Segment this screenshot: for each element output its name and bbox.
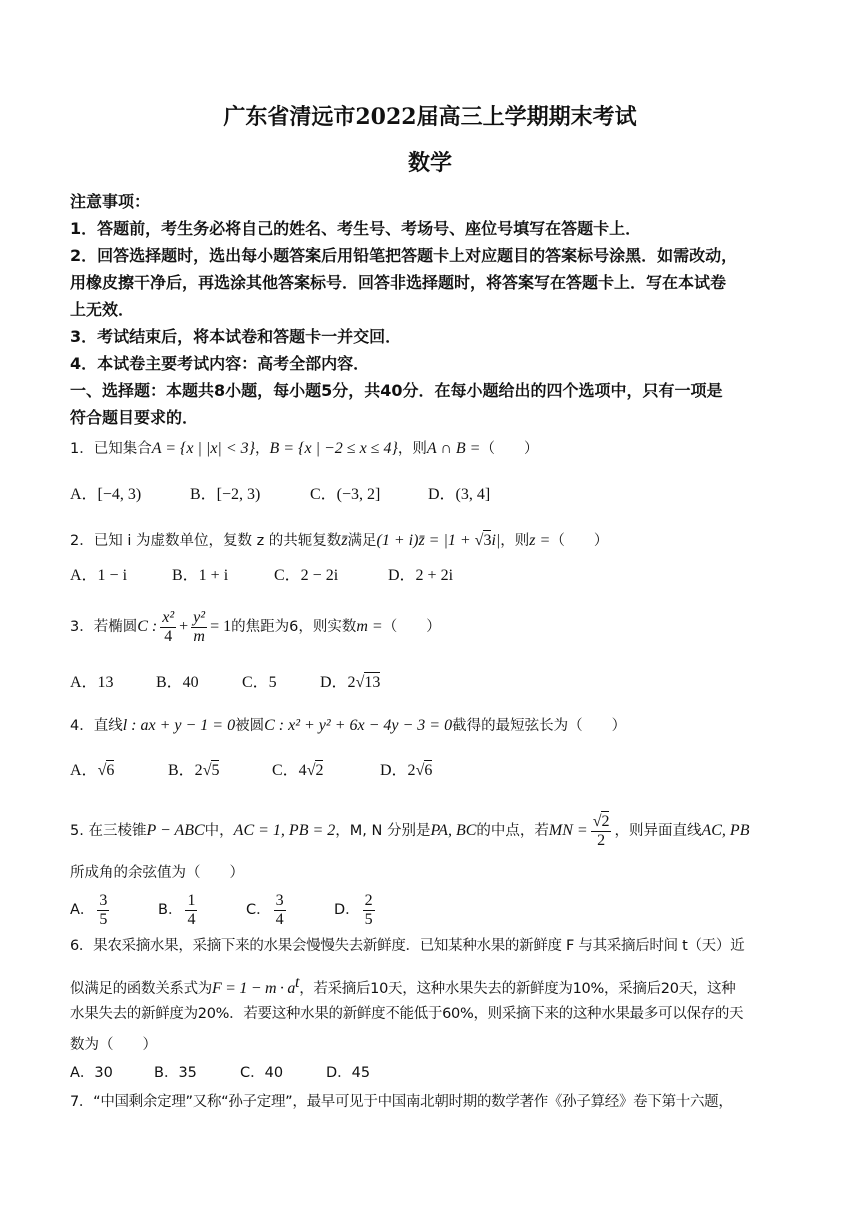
section1-line-1: 一、选择题：本题共8小题，每小题5分，共40分．在每小题给出的四个选项中，只有一项是 [70,381,723,400]
notice-item-4: 4．本试卷主要考试内容：高考全部内容． [70,354,370,373]
q5-frac: $\frac{√2}{2}$ [592,812,610,849]
q4-blank: （ ） [568,718,627,734]
q4-option-a: A．√6 [70,762,115,779]
q5-prefix: 5. 在三棱锥 [70,823,147,839]
q2-expr3: z = [529,532,551,549]
q5-mid4: ，则异面直线 [614,823,702,839]
q1-expr: A ∩ B = [426,440,481,457]
q5-mid2: ，M, N 分别是 [335,823,431,839]
q3-option-a: A．13 [70,674,114,691]
q4-mid2: 截得的最短弦长为 [452,718,569,734]
q7-line-1: 7．“中国剩余定理”又称“孙子定理”，最早可见于中国南北朝时期的数学著作《孙子算经》卷下第十六题， [70,1094,733,1110]
q5-mid3: 的中点，若 [476,823,549,839]
q4-option-c: C．4√2 [272,762,324,779]
q3-frac-y: $\frac{\text{y²}}{m}$ [193,608,206,645]
q1-set-b: B = {x | −2 ≤ x ≤ 4} [269,440,398,457]
q1-option-a: A．[−4, 3) [70,486,142,503]
q2-expr2: i| [491,532,501,549]
question-1 [70,438,795,460]
q1-option-b: B．[−2, 3) [190,486,261,503]
q3-option-c: C．5 [242,674,277,691]
q6-line-4: 数为（ ） [70,1037,157,1053]
q3-frac-x: $\frac{\text{x²}}{4}$ [162,608,175,645]
q2-expr1: (1 + i)z̄ = |1 + [376,532,475,549]
notice-item-1: 1．答题前，考生务必将自己的姓名、考生号、考场号、座位号填写在答题卡上． [70,219,642,238]
q4-option-d: D．2√6 [380,762,433,779]
q4-circle: C : x² + y² + 6x − 4y − 3 = 0 [264,717,453,734]
q3-option-d: D．2√13 [320,674,381,691]
q3-plus: + [179,618,189,635]
q3-option-b: B．40 [156,674,199,691]
q3-blank: （ ） [382,619,441,635]
q6-option-a: A．30 [70,1065,113,1081]
q5-option-d: D． $\frac{2}{5}$ [334,891,373,928]
q1-set-a: A = {x | |x| < 3} [151,440,256,457]
q5-lines: AC, PB [701,822,750,839]
q3-m: m = [356,618,383,635]
q3-mid: 的焦距为6，则实数 [231,619,357,635]
q1-prefix: 1．已知集合 [70,441,152,457]
q3-prefix: 3．若椭圆 [70,619,138,635]
q6-formula-exp: t [295,974,300,991]
q5-points: PA, BC [430,822,477,839]
q2-blank: （ ） [550,533,609,549]
notice-item-2-line-1: 2．回答选择题时，选出每小题答案后用铅笔把答题卡上对应题目的答案标号涂黑．如需改动， [70,246,738,265]
q5-option-a: A． $\frac{3}{5}$ [70,891,108,928]
q6-line-2: 似满足的函数关系式为$F = 1 - m \cdot a^t$，若采摘后10天，这种水果失去的新鲜度为10%，采摘后20天，这种 [70,974,736,997]
q2-option-d: D．2 + 2i [388,567,454,584]
q6-option-d: D．45 [326,1065,371,1081]
q5-tetra: P − ABC [146,822,205,839]
question-5 [70,808,795,854]
q6-option-c: C．40 [240,1065,284,1081]
q4-mid1: 被圆 [235,718,265,734]
q2-option-c: C．2 − 2i [274,567,339,584]
q1-option-d: D．(3, 4] [428,486,491,503]
q1-mid: ，则 [397,441,427,457]
q2-prefix: 2．已知 i 为虚数单位，复数 z 的共轭复数 [70,533,342,549]
q6-formula: F = 1 − m · a [212,979,296,997]
notice-item-2-line-3: 上无效． [70,300,135,319]
q6-option-b: B．35 [154,1065,197,1081]
question-4 [70,715,795,737]
q4-prefix: 4．直线 [70,718,123,734]
q2-mid2: ，则 [500,533,530,549]
q3-c: C : [137,618,158,635]
notice-item-2-line-2: 用橡皮擦干净后，再选涂其他答案标号．回答非选择题时，将答案写在答题卡上．写在本试卷 [70,273,727,292]
notice-item-3: 3．考试结束后，将本试卷和答题卡一并交回． [70,327,402,346]
q4-option-b: B．2√5 [168,762,220,779]
q3-eq: = 1 [210,618,232,635]
section1-line-2: 符合题目要求的． [70,408,199,427]
q1-comma: ， [255,441,270,457]
q2-zbar: z̄ [341,532,348,549]
q5-cond: AC = 1, PB = 2 [233,822,336,839]
question-2 [70,530,795,552]
exam-title: 广东省清远市2022届高三上学期期末考试 [223,104,637,130]
q5-line-2: 所成角的余弦值为（ ） [70,865,244,881]
q4-line: l : ax + y − 1 = 0 [122,717,236,734]
q2-sqrt: √3 [474,532,492,549]
q1-option-c: C．(−3, 2] [310,486,381,503]
q2-option-b: B．1 + i [172,567,229,584]
q1-blank: （ ） [480,441,539,457]
q5-option-c: C． $\frac{3}{4}$ [246,891,284,928]
subject-title: 数学 [407,150,452,176]
q6-line-3: 水果失去的新鲜度为20%．若要这种水果的新鲜度不能低于60%，则采摘下来的这种水果最多可以保存的天 [70,1006,744,1022]
q2-option-a: A．1 − i [70,567,128,584]
question-3 [70,604,795,650]
q5-mn: MN = [548,822,588,839]
notice-heading: 注意事项： [70,192,151,211]
q5-mid1: 中， [204,823,234,839]
q2-mid1: 满足 [347,533,377,549]
q6-line-1: 6．果农采摘水果，采摘下来的水果会慢慢失去新鲜度．已知某种水果的新鲜度 F 与其采摘后时间 t（天）近 [70,938,745,954]
q5-option-b: B． $\frac{1}{4}$ [158,891,196,928]
